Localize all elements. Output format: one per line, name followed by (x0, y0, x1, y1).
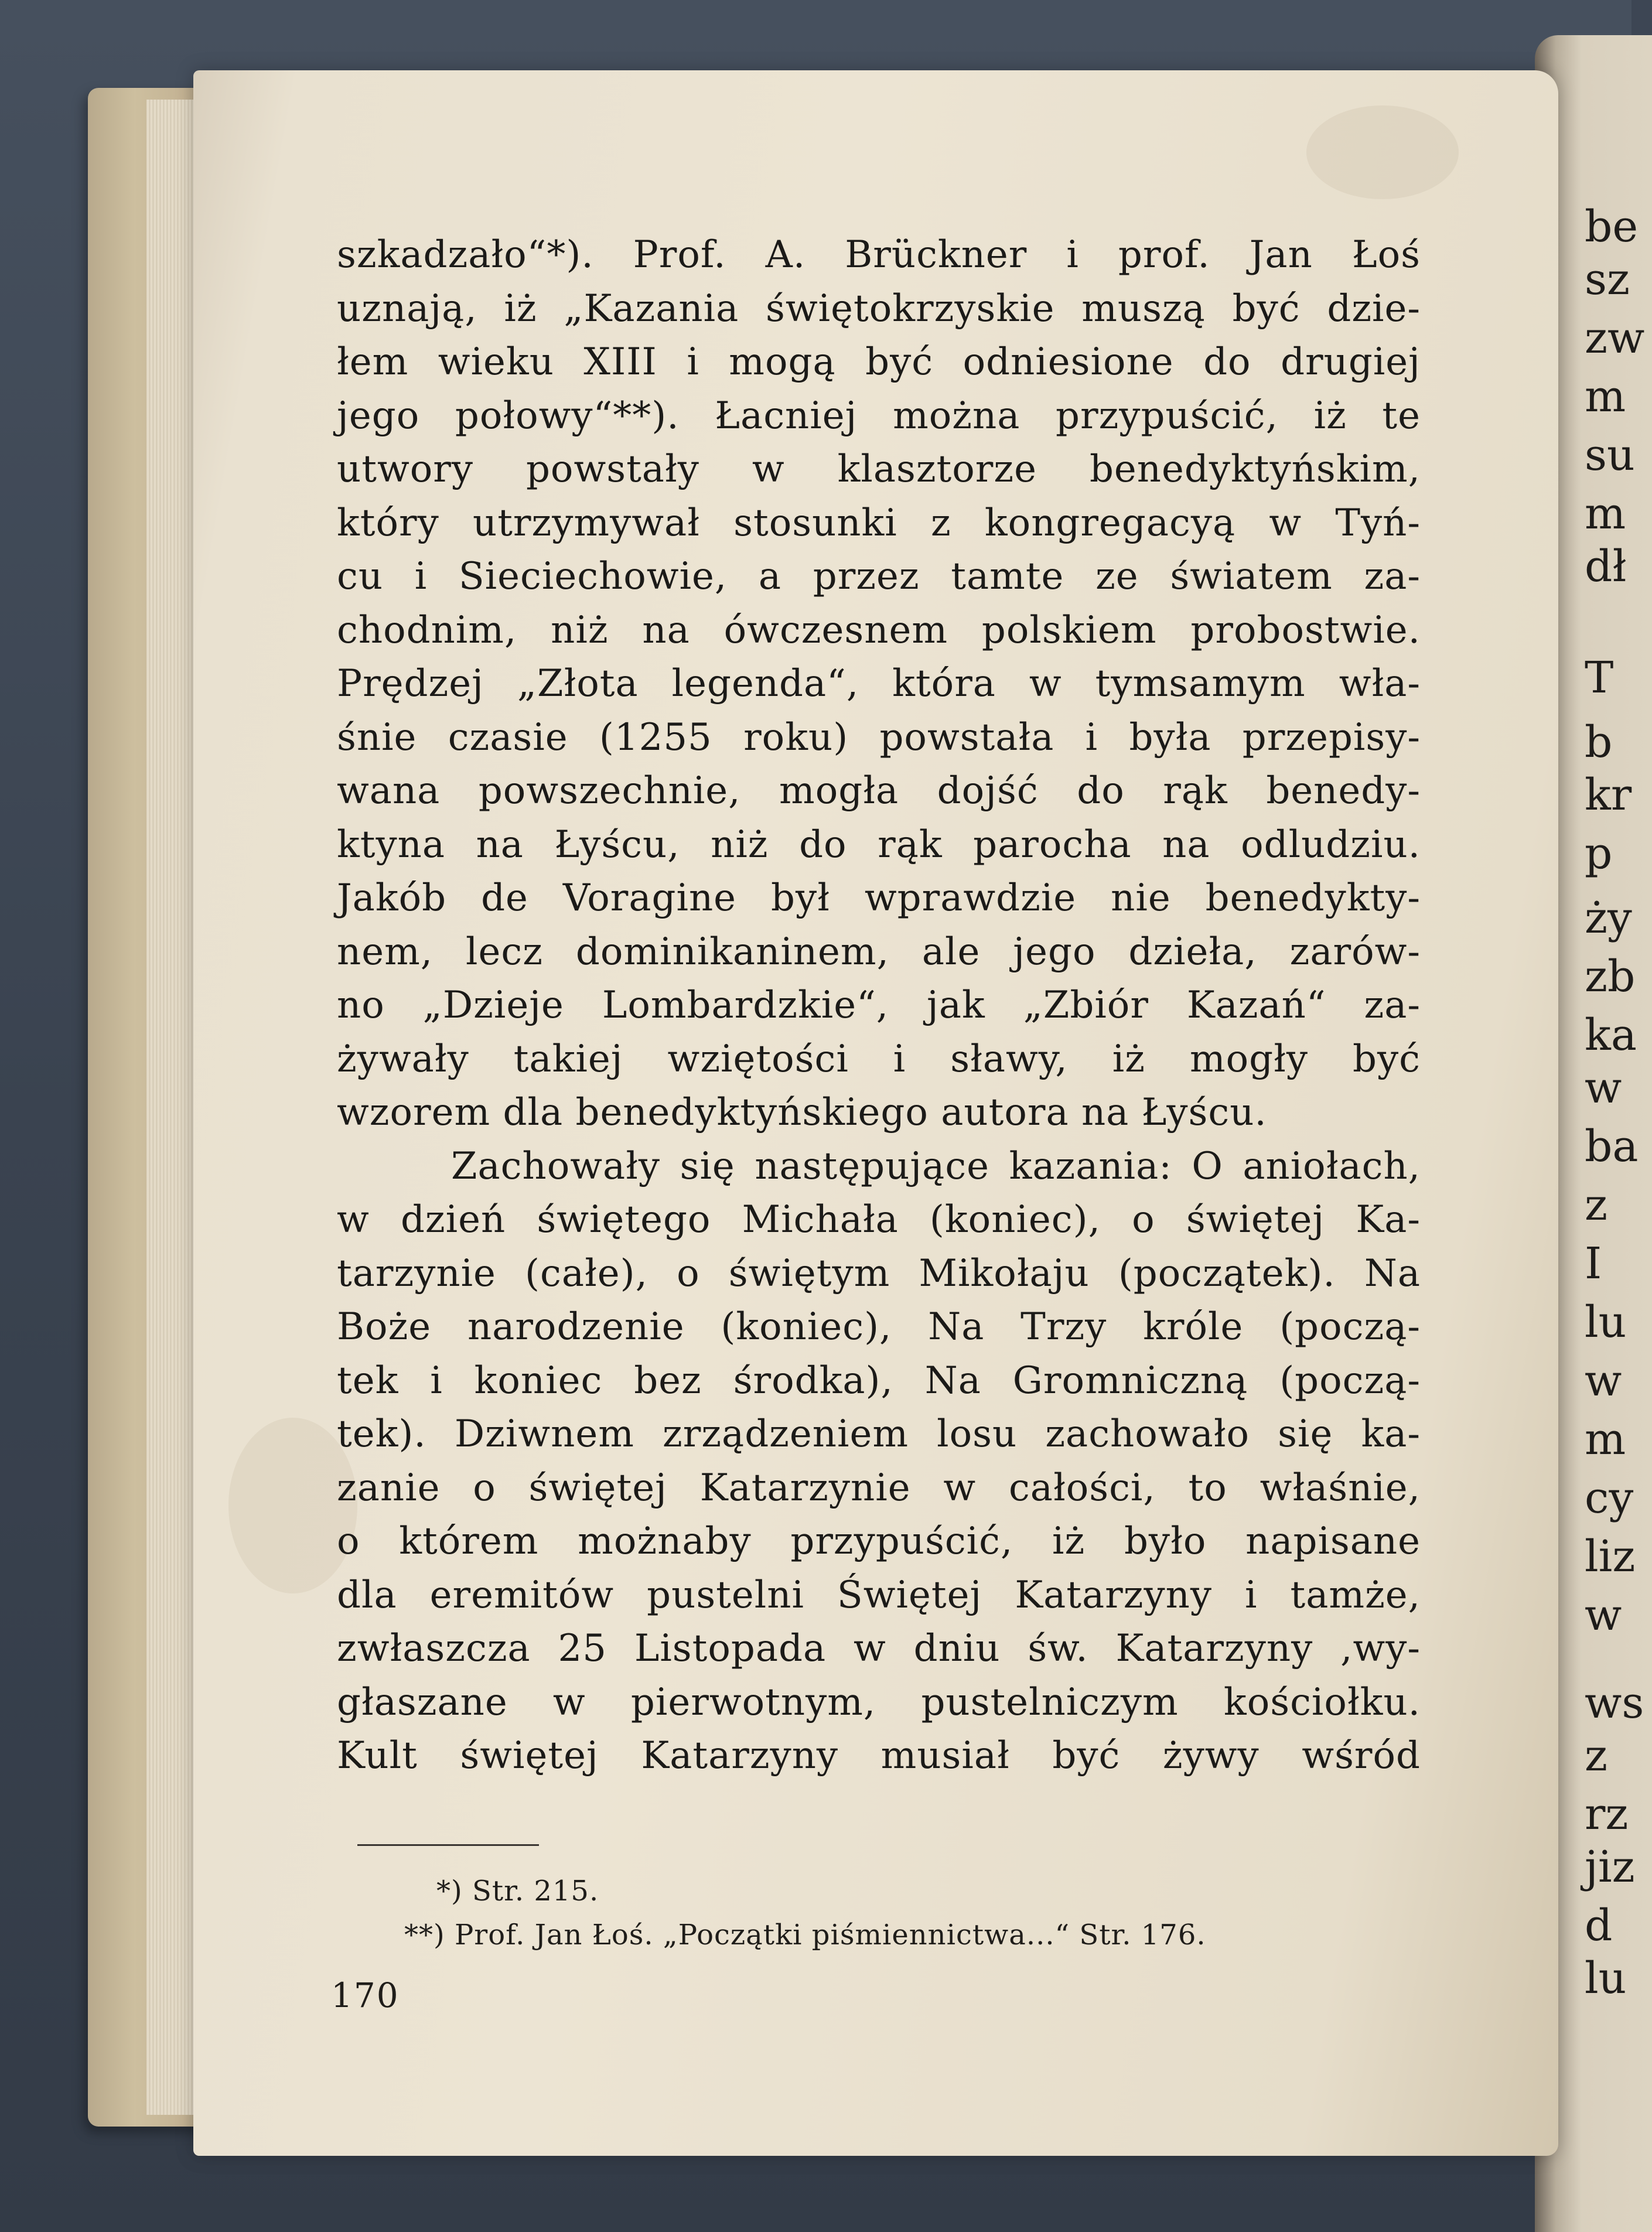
text-line: zwłaszcza 25 Listopada w dniu św. Katarzyny ,wy- (337, 1627, 1421, 1670)
footnote-1: *) Str. 215. (436, 1875, 599, 1907)
facing-page-fragment: m (1585, 1414, 1626, 1465)
page-text-block (337, 228, 1421, 1783)
facing-page-fragment: I (1585, 1238, 1602, 1289)
facing-page-fragment: b (1585, 717, 1613, 767)
facing-page-fragment: ba (1585, 1121, 1639, 1172)
page-number: 170 (331, 1975, 400, 2015)
facing-page-fragment: ka (1585, 1010, 1637, 1060)
text-line: uznają, iż „Kazania świętokrzyskie muszą być dzie- (337, 286, 1421, 330)
facing-page-fragment: cy (1585, 1473, 1634, 1523)
footnote-2: **) Prof. Jan Łoś. „Początki piśmiennictwa...“ Str. 176. (404, 1919, 1206, 1951)
facing-page-fragment: m (1585, 371, 1626, 422)
text-line: utwory powstały w klasztorze benedyktyńskim, (337, 448, 1421, 491)
facing-page-fragment: lu (1585, 1297, 1627, 1347)
facing-page-fragment: kr (1585, 770, 1632, 820)
text-line: tek i koniec bez środka), Na Gromniczną (począ- (337, 1359, 1421, 1402)
text-line: wzorem dla benedyktyńskiego autora na Łyścu. (337, 1091, 1267, 1134)
text-line: jego połowy“**). Łacniej można przypuścić, iż te (337, 394, 1421, 438)
text-line: wana powszechnie, mogła dojść do rąk benedy- (337, 769, 1421, 813)
facing-page-fragment: sz (1585, 254, 1630, 305)
facing-page-fragment: be (1585, 202, 1639, 252)
facing-page-fragment: dł (1585, 541, 1627, 592)
facing-page-fragment: ży (1585, 893, 1632, 943)
text-line: Kult świętej Katarzyny musiał być żywy wśród (337, 1734, 1421, 1777)
text-line: szkadzało“*). Prof. A. Brückner i prof. Jan Łoś (337, 233, 1421, 277)
text-line: tek). Dziwnem zrządzeniem losu zachowało się ka- (337, 1412, 1421, 1456)
text-line: nem, lecz dominikaninem, ale jego dzieła, zarów- (337, 930, 1421, 974)
facing-page-fragment: ws (1585, 1678, 1644, 1728)
facing-page-fragment: w (1585, 1590, 1622, 1640)
footnote-rule (357, 1844, 539, 1846)
facing-page-fragment: z (1585, 1180, 1607, 1230)
text-line: żywały takiej wziętości i sławy, iż mogły być (337, 1037, 1421, 1081)
facing-page-fragment: z (1585, 1731, 1607, 1781)
text-line: no „Dzieje Lombardzkie“, jak „Zbiór Kazań“ za- (337, 984, 1421, 1027)
text-line: śnie czasie (1255 roku) powstała i była przepisy- (337, 715, 1421, 759)
facing-page-fragment: d (1585, 1900, 1613, 1951)
text-line: dla eremitów pustelni Świętej Katarzyny i tamże, (337, 1573, 1421, 1617)
text-line: cu i Sieciechowie, a przez tamte ze światem za- (337, 555, 1421, 598)
text-line: który utrzymywał stosunki z kongregacyą w Tyń- (337, 501, 1421, 545)
facing-page-fragment: p (1585, 828, 1613, 879)
text-line: Zachowały się następujące kazania: O aniołach, (451, 1144, 1421, 1188)
facing-page-fragment: rz (1585, 1789, 1629, 1839)
text-line: w dzień świętego Michała (koniec), o świętej Ka- (337, 1198, 1421, 1241)
text-line: Jakób de Voragine był wprawdzie nie benedykty- (337, 876, 1421, 920)
text-line: Boże narodzenie (koniec), Na Trzy króle (począ- (337, 1305, 1421, 1349)
facing-page-fragment: jiz (1585, 1842, 1635, 1892)
facing-page-fragment: w (1585, 1356, 1622, 1406)
facing-page-fragment: w (1585, 1063, 1622, 1113)
text-line: głaszane w pierwotnym, pustelniczym kościołku. (337, 1680, 1421, 1724)
facing-page-fragment: liz (1585, 1531, 1636, 1582)
text-line: Prędzej „Złota legenda“, która w tymsamym wła- (337, 662, 1421, 705)
facing-page-fragment: zb (1585, 951, 1636, 1002)
facing-page-fragment: lu (1585, 1953, 1627, 2004)
text-line: tarzynie (całe), o świętym Mikołaju (początek). Na (337, 1251, 1421, 1295)
facing-page-fragment: T (1585, 653, 1614, 703)
text-line: ktyna na Łyścu, niż do rąk parocha na odludziu. (337, 823, 1421, 866)
text-line: chodnim, niż na ówczesnem polskiem probostwie. (337, 608, 1421, 652)
text-line: łem wieku XIII i mogą być odniesione do drugiej (337, 340, 1421, 384)
text-line: o którem możnaby przypuścić, iż było napisane (337, 1520, 1421, 1563)
text-line: zanie o świętej Katarzynie w całości, to właśnie, (337, 1466, 1421, 1510)
facing-page-fragment: m (1585, 489, 1626, 539)
facing-page-fragment: su (1585, 430, 1635, 480)
facing-page-fragment: zw (1585, 313, 1645, 363)
